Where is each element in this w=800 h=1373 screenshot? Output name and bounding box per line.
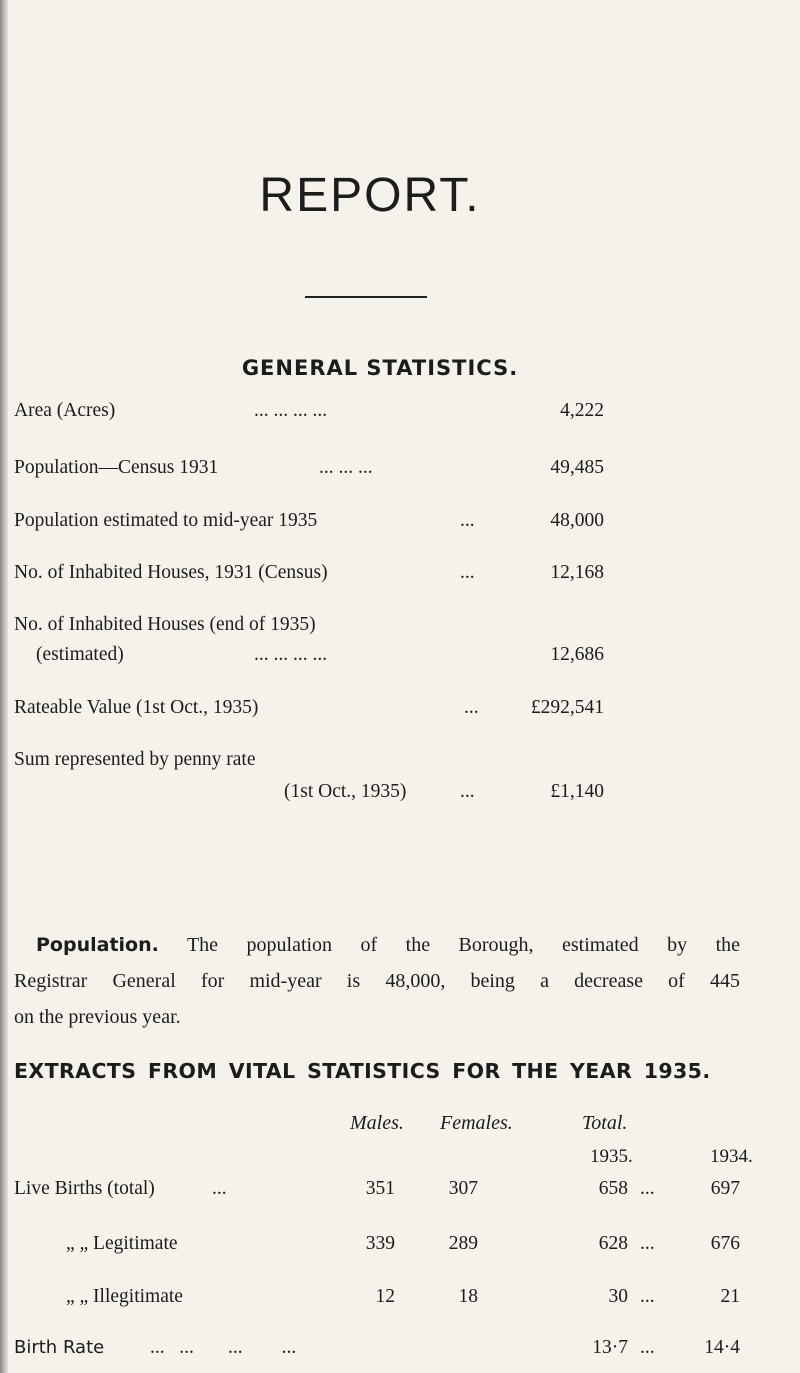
- leader-dots: ... ... ...: [319, 457, 373, 478]
- leader-dots: ...: [460, 781, 475, 802]
- stat-value: 49,485: [550, 457, 604, 478]
- males-value: 351: [365, 1178, 395, 1199]
- row-label: „ „ Legitimate: [66, 1233, 178, 1254]
- year-1935-header: 1935.: [590, 1146, 633, 1167]
- stat-value: 12,686: [550, 644, 604, 665]
- row-label: Birth Rate: [14, 1337, 105, 1358]
- stat-value: £292,541: [530, 697, 604, 718]
- total-header: Total.: [582, 1112, 628, 1134]
- separator-dots: ...: [640, 1178, 655, 1199]
- population-paragraph: [14, 927, 740, 1035]
- paragraph-text: The population of the Borough, estimated by the: [186, 934, 741, 956]
- leader-dots: ... ... ... ...: [150, 1337, 297, 1358]
- row-label: „ „ Illegitimate: [66, 1286, 183, 1307]
- stat-row: [14, 610, 604, 672]
- stat-value: £1,140: [550, 781, 604, 802]
- stat-label: No. of Inhabited Houses (end of 1935): [14, 614, 316, 635]
- total-1935-value: 628: [598, 1233, 628, 1254]
- separator-dots: ...: [640, 1233, 655, 1254]
- stat-label: No. of Inhabited Houses, 1931 (Census): [14, 562, 328, 583]
- stat-label: Area (Acres): [14, 400, 116, 421]
- separator-dots: ...: [640, 1337, 655, 1358]
- stat-label: Population estimated to mid-year 1935: [14, 510, 318, 531]
- separator-dots: ...: [640, 1286, 655, 1307]
- females-value: 289: [448, 1233, 478, 1254]
- paragraph-line: on the previous year.: [14, 1006, 181, 1028]
- stat-value: 4,222: [560, 400, 604, 421]
- total-1934-value: 21: [720, 1286, 740, 1307]
- stat-label: Rateable Value (1st Oct., 1935): [14, 697, 259, 718]
- total-1935-value: 30: [608, 1286, 628, 1307]
- paragraph-line: Registrar General for mid-year is 48,000, being a decrease of 445: [14, 970, 740, 992]
- report-title: REPORT.: [259, 169, 481, 222]
- stat-value: 48,000: [550, 510, 604, 531]
- paragraph-line: [14, 927, 740, 963]
- stat-row: [14, 745, 604, 807]
- total-1934-value: 14·4: [704, 1337, 740, 1358]
- stat-label-continued: (1st Oct., 1935): [284, 781, 407, 802]
- stat-label-continued: (estimated): [36, 644, 124, 665]
- leader-dots: ...: [212, 1178, 227, 1199]
- population-heading: Population.: [36, 934, 159, 956]
- males-value: 339: [365, 1233, 395, 1254]
- vital-statistics-heading: EXTRACTS FROM VITAL STATISTICS FOR THE YEAR 1935.: [14, 1059, 711, 1083]
- females-value: 18: [458, 1286, 478, 1307]
- row-label: Live Births (total): [14, 1178, 155, 1199]
- leader-dots: ... ... ... ...: [254, 400, 328, 421]
- leader-dots: ...: [460, 510, 475, 531]
- stat-label: Population—Census 1931: [14, 457, 219, 478]
- females-header: Females.: [440, 1112, 513, 1134]
- males-value: 12: [375, 1286, 395, 1307]
- leader-dots: ...: [464, 697, 479, 718]
- year-1934-header: 1934.: [710, 1146, 753, 1167]
- total-1934-value: 697: [710, 1178, 740, 1199]
- stat-value: 12,168: [550, 562, 604, 583]
- total-1935-value: 658: [598, 1178, 628, 1199]
- title-rule: [305, 296, 427, 298]
- total-1935-value: 13·7: [592, 1337, 628, 1358]
- leader-dots: ...: [460, 562, 475, 583]
- males-header: Males.: [350, 1112, 404, 1134]
- females-value: 307: [448, 1178, 478, 1199]
- total-1934-value: 676: [710, 1233, 740, 1254]
- leader-dots: ... ... ... ...: [254, 644, 328, 665]
- stat-label: Sum represented by penny rate: [14, 749, 256, 770]
- general-statistics-heading: GENERAL STATISTICS.: [241, 356, 519, 380]
